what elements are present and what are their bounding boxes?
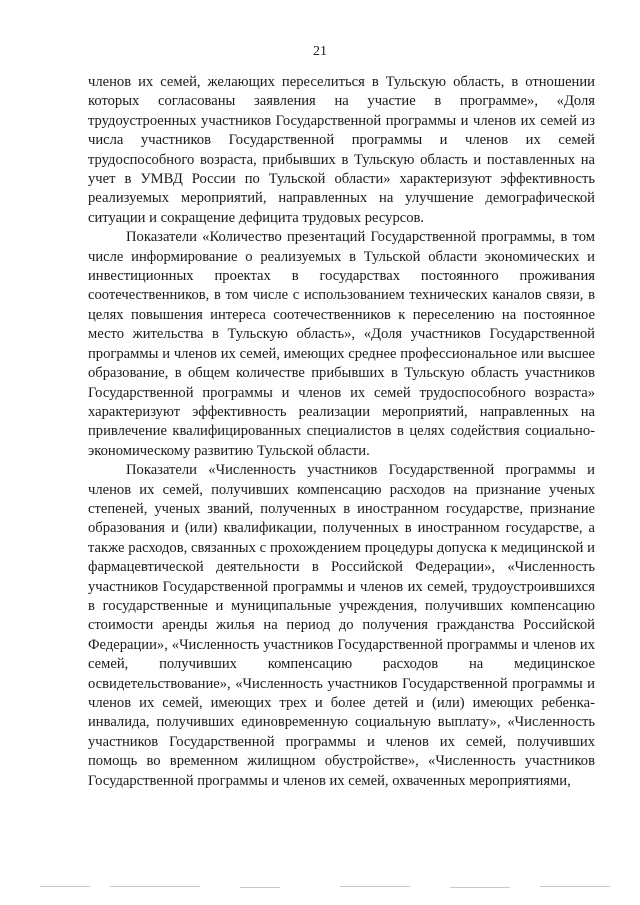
paragraph-2: Показатели «Количество презентаций Государственной программы, в том числе информирование о реализуемых в Тульской области экономических и инвестиционных проектах в государствах постоянного проживания соотечественников, в том числе с использованием технических каналов связи, в целях повышения интереса соотечественников к переселению на постоянное место жительства в Тульскую область», «Доля участников Государственной программы и членов их семей, имеющих среднее профессиональное или высшее образование, в общем количестве прибывших в Тульскую область участников Государственной программы и членов их семей трудоспособного возраста» характеризуют эффективность реализации мероприятий, направленных на привлечение квалифицированных специалистов в целях содействия социально-экономическому развитию Тульской области. (88, 229, 595, 459)
paragraph-1: членов их семей, желающих переселиться в Тульскую область, в отношении которых согласованы заявления на участие в программе», «Доля трудоустроенных участников Государственной программы и членов их семей из числа участников Государственной программы и членов их семей трудоспособного возраста, прибывших в Тульскую область и поставленных на учет в УМВД России по Тульской области» характеризуют эффективность реализуемых мероприятий, направленных на улучшение демографической ситуации и сокращение дефицита трудовых ресурсов. (88, 74, 595, 226)
scan-artifact (340, 886, 410, 887)
scan-artifact (240, 887, 280, 888)
paragraph-3: Показатели «Численность участников Государственной программы и членов их семей, получивших компенсацию расходов на признание ученых степеней, ученых званий, полученных в иностранном государстве, признание образования и (или) квалификации, полученных в иностранном государстве, а также расходов, связанных с прохождением процедуры допуска к медицинской и фармацевтической деятельности в Российской Федерации», «Численность участников Государственной программы и членов их семей, трудоустроившихся в государственные и муниципальные учреждения, получивших компенсацию стоимости аренды жилья на период до получения гражданства Российской Федерации», «Численность участников Государственной программы и членов их семей, получивших компенсацию расходов на медицинское освидетельствование», «Численность участников Государственной программы и членов их семей, имеющих трех и более детей и (или) имеющих ребенка-инвалида, получивших единовременную социальную выплату», «Численность участников Государственной программы и членов их семей, получивших помощь во временном жилищном обустройстве», «Численность участников Государственной программы и членов их семей, охваченных мероприятиями, (88, 462, 595, 789)
scan-artifact (110, 886, 200, 887)
scan-artifact (40, 886, 90, 887)
scan-artifact (450, 887, 510, 888)
body-text (88, 73, 595, 791)
scan-artifact (540, 886, 610, 887)
page-number: 21 (313, 44, 327, 59)
